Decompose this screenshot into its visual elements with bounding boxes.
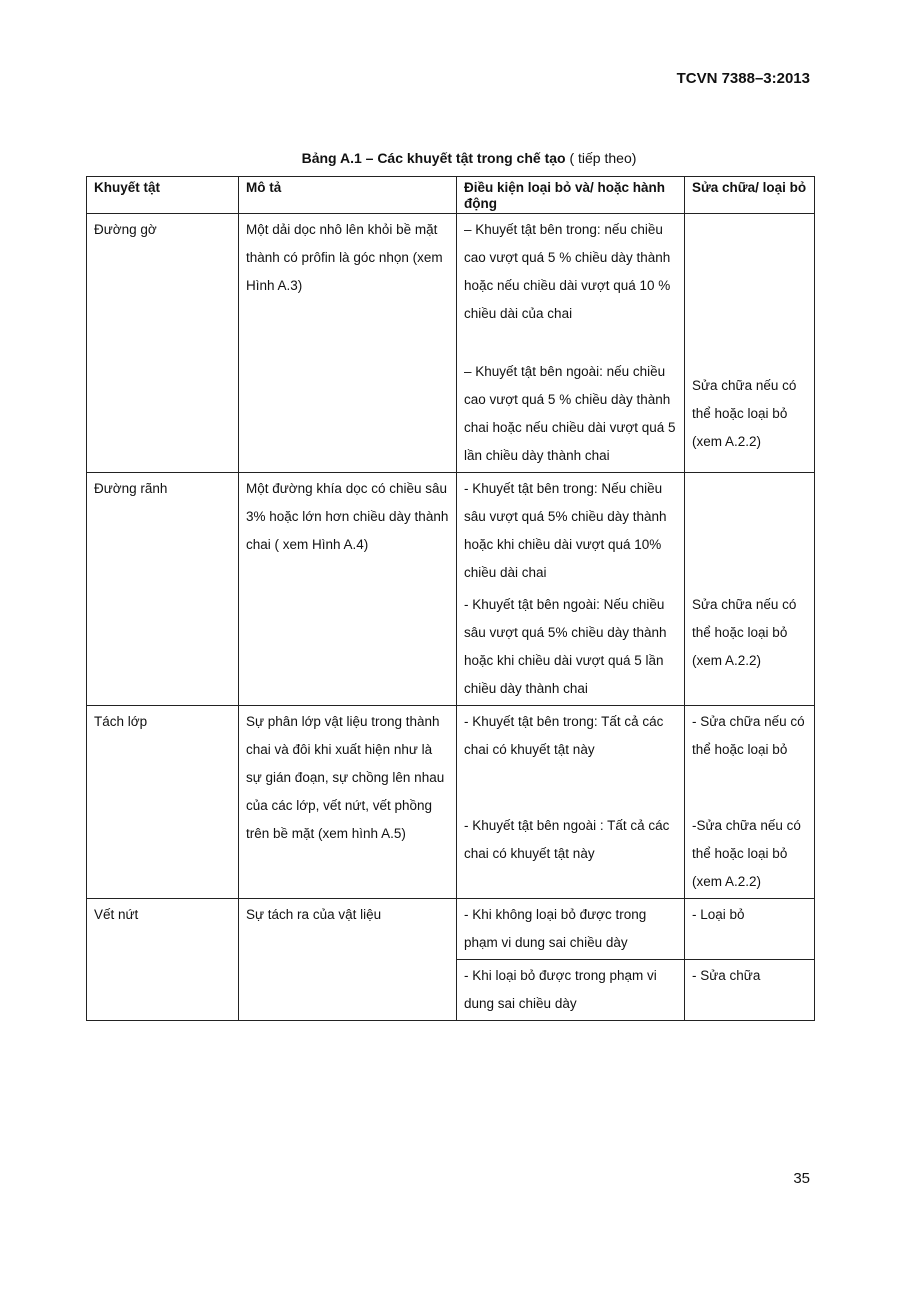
defects-table: [86, 176, 815, 1021]
external-action: Sửa chữa nếu có thể hoặc loại bỏ (xem A.2.2): [685, 589, 815, 706]
standard-code: TCVN 7388–3:2013: [676, 70, 810, 87]
external-action: Sửa chữa nếu có thể hoặc loại bỏ (xem A.2.2): [685, 356, 815, 473]
defect-name: Đường rãnh: [87, 473, 239, 706]
defect-description: Sự phân lớp vật liệu trong thành chai và đôi khi xuất hiện như là sự gián đoạn, sự chồng lên nhau của các lớp, vết nứt, vết phồng trên bề mặt (xem hình A.5): [239, 706, 457, 899]
header-defect: Khuyết tật: [87, 177, 239, 214]
defect-name: Đường gờ: [87, 214, 239, 473]
table-caption: [0, 150, 898, 166]
header-action: Sửa chữa/ loại bỏ: [685, 177, 815, 214]
internal-action: - Loại bỏ: [685, 899, 815, 960]
table-header-row: [87, 177, 815, 214]
internal-condition: - Khi không loại bỏ được trong phạm vi dung sai chiều dày: [457, 899, 685, 960]
table-row: [87, 473, 815, 590]
external-condition: - Khuyết tật bên ngoài : Tất cả các chai có khuyết tật này: [457, 810, 685, 899]
internal-action: - Sửa chữa nếu có thể hoặc loại bỏ: [685, 706, 815, 811]
defect-name: Tách lớp: [87, 706, 239, 899]
external-condition: - Khi loại bỏ được trong phạm vi dung sai chiều dày: [457, 960, 685, 1021]
table-row: [87, 899, 815, 960]
external-condition: – Khuyết tật bên ngoài: nếu chiều cao vượt quá 5 % chiều dày thành chai hoặc nếu chiều dài vượt quá 5 lần chiều dày thành chai: [457, 356, 685, 473]
table-row: [87, 706, 815, 811]
defect-description: Một dải dọc nhô lên khỏi bề mặt thành có prôfin là góc nhọn (xem Hình A.3): [239, 214, 457, 473]
internal-condition: - Khuyết tật bên trong: Nếu chiều sâu vượt quá 5% chiều dày thành hoặc khi chiều dài vượt quá 10% chiều dài chai: [457, 473, 685, 590]
defect-description: Một đường khía dọc có chiều sâu 3% hoặc lớn hơn chiều dày thành chai ( xem Hình A.4): [239, 473, 457, 706]
external-condition: - Khuyết tật bên ngoài: Nếu chiều sâu vượt quá 5% chiều dày thành hoặc khi chiều dài vượt quá 5 lần chiều dày thành chai: [457, 589, 685, 706]
external-action: -Sửa chữa nếu có thể hoặc loại bỏ (xem A.2.2): [685, 810, 815, 899]
internal-action: [685, 473, 815, 590]
internal-condition: – Khuyết tật bên trong: nếu chiều cao vượt quá 5 % chiều dày thành hoặc nếu chiều dài vượt quá 10 % chiều dài của chai: [457, 214, 685, 357]
page-number: 35: [793, 1170, 810, 1187]
table-row: [87, 214, 815, 357]
table-caption-subtitle: ( tiếp theo): [569, 150, 637, 166]
header-description: Mô tả: [239, 177, 457, 214]
internal-condition: - Khuyết tật bên trong: Tất cả các chai có khuyết tật này: [457, 706, 685, 811]
external-action: - Sửa chữa: [685, 960, 815, 1021]
defect-name: Vết nứt: [87, 899, 239, 1021]
header-condition: Điều kiện loại bỏ và/ hoặc hành động: [457, 177, 685, 214]
table-caption-title: Bảng A.1 – Các khuyết tật trong chế tạo: [301, 150, 566, 166]
internal-action: [685, 214, 815, 357]
defect-description: Sự tách ra của vật liệu: [239, 899, 457, 1021]
